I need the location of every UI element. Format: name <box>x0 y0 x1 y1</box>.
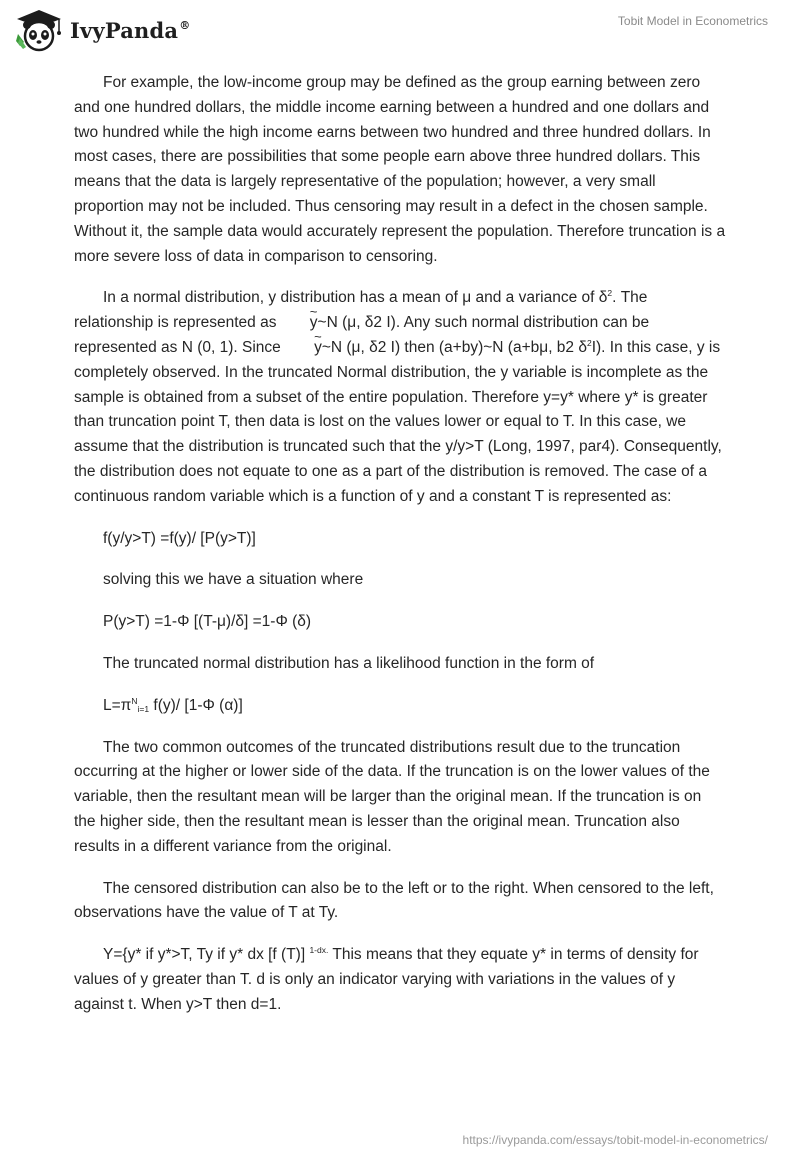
paragraph-normal-distribution: In a normal distribution, y distribution has a mean of μ and a variance of $\delta^2$. The relationship is represented as ~ y~N (μ, δ2 I). Any such normal distribution can be represented as N (0, 1). Since ~ y~N (μ, δ2 I) then (a+by)~N (a+bμ, b2 $\delta^2I$). In this case, y is completely observed. In the truncated Normal distribution, the y variable is incomplete as the sample is obtained from a subset of the entire population. Therefore y=y* where y* is greater than truncation point T, then data is lost on the values lower or equal to T. In this case, we assume that the distribution is truncated such that the y/y>T (Long, 1997, par4). Consequently, the distribution does not equate to one as a part of the distribution is removed. The case of a continuous random variable which is a function of y and a constant T is represented as: <box>74 286 726 509</box>
paragraph-censored-distribution: The censored distribution can also be to the left or to the right. When censored to the left, observations have the value of T at Ty. <box>74 879 714 922</box>
y-tilde-symbol: ~ y <box>281 311 318 336</box>
panda-mascot-icon <box>14 8 64 52</box>
paragraph-income-groups: For example, the low-income group may be defined as the group earning between zero and one hundred dollars, the middle income earning between a hundred and one dollars and two hundred while the high income earns between two hundred and three hundred dollars. In most cases, there are possibilities that some people earn above three hundred dollars. This means that the data is largely representative of the population; however, a very small proportion may not be included. Thus censoring may result in a defect in the chosen sample. Without it, the sample data would accurately represent the population. Therefore truncation is a more severe loss of data in comparison to censoring. <box>74 74 726 265</box>
brand-logo[interactable] <box>14 8 190 52</box>
page-header <box>0 0 800 60</box>
source-url-link[interactable]: https://ivypanda.com/essays/tobit-model-in-econometrics/ <box>462 1133 768 1147</box>
essay-body <box>74 71 726 1035</box>
equation-probability: P(y>T) =1-Φ [(T-μ)/δ] =1-Φ (δ) <box>103 613 312 631</box>
brand-name: IvyPanda® <box>70 17 191 43</box>
paragraph-censored-formula: Y={y* if y*>T, Ty if y* dx [f (T)] $^{1-dx.}$ This means that they equate y* in terms of density for values of y greater than T. d is only an indicator varying with variations in the values of y against t. When y>T then d=1. <box>74 945 699 1013</box>
equation-likelihood: $L=\pi^N_{i=1}$ f(y)/ [1-Φ (α)] <box>103 695 243 714</box>
equation-conditional-density: f(y/y>T) =f(y)/ [P(y>T)] <box>103 529 256 547</box>
y-tilde-symbol: ~ y <box>285 336 322 361</box>
document-title: Tobit Model in Econometrics <box>617 14 768 28</box>
equation-intro-text: solving this we have a situation where <box>103 571 364 589</box>
paragraph-truncation-outcomes: The two common outcomes of the truncated distributions result due to the truncation occurring at the higher or lower side of the data. If the truncation is on the lower values of the variable, then the resultant mean will be larger than the original mean. If the truncation is on the higher side, then the resultant mean is lesser than the original mean. Truncation also results in a different variance from the original. <box>74 738 710 855</box>
equation-likelihood-intro: The truncated normal distribution has a likelihood function in the form of <box>103 654 595 672</box>
